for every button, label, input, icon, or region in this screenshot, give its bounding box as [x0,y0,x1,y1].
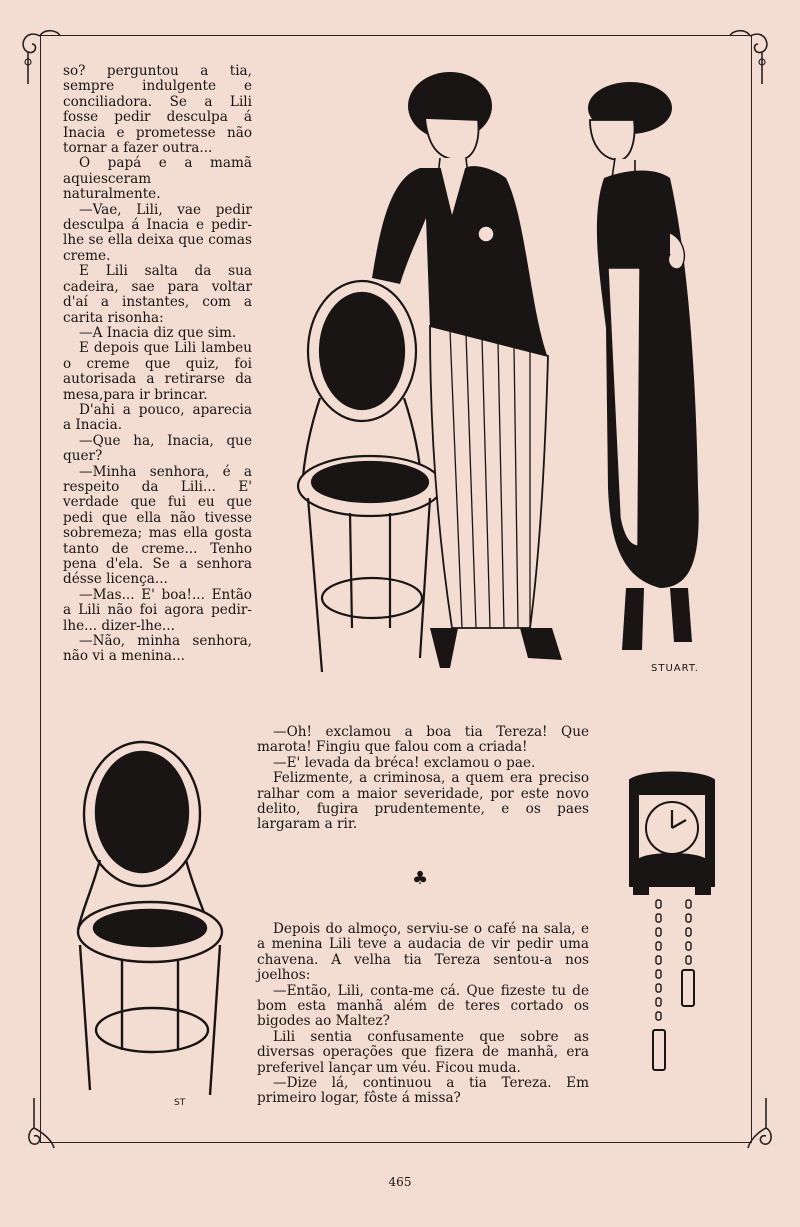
page-number: 465 [388,1175,412,1189]
corner-ornament-bottom-right [740,1098,780,1158]
paragraph: —Mas... E' boa!... Então a Lili não foi agora pedir-lhe... dizer-lhe... [63,586,252,634]
paragraph: so? perguntou a tia, sempre indulgente e conciliadora. Se a Lili fosse pedir desculpa á Inacia e prometesse não tornar a fazer outra... [63,63,252,157]
paragraph: —Vae, Lili, vae pedir desculpa á Inacia e pedir-lhe se ella deixa que comas creme. [63,201,252,264]
paragraph: —Oh! exclamou a boa tia Tereza! Que marota! Fingiu que falou com a criada! [257,724,589,756]
illustration-women-and-chair [290,68,720,683]
paragraph: —Minha senhora, é a respeito da Lili... E' verdade que fui eu que pedi que ella não tivesse sobremeza; mas ella gosta tanto de creme... Tenho pena d'ela. Se a senhora désse licença... [63,463,252,588]
paragraph: —A Inacia diz que sim. [79,324,237,341]
paragraph: Felizmente, a criminosa, a quem era preciso ralhar com a maior severidade, por este novo delito, fugira prudentemente, e os paes largaram a rir. [257,770,589,833]
corner-ornament-bottom-left [22,1098,62,1158]
artist-signature-stuart: STUART. [651,663,699,674]
paragraph: —Não, minha senhora, não vi a menina... [63,633,252,665]
paragraph: D'ahi a pouco, aparecia a Inacia. [63,401,252,434]
paragraph: E Lili salta da sua cadeira, sae para voltar d'aí a instantes, com a carita risonha: [63,263,252,326]
wall-clock-illustration [624,768,720,1078]
artist-signature-small: ST [174,1098,186,1108]
paragraph: —Dize lá, continuou a tia Tereza. Em primeiro logar, fôste á missa? [257,1075,589,1107]
paragraph: Depois do almoço, serviu-se o café na sala, e a menina Lili teve a audacia de vir pedir uma chavena. A velha tia Tereza sentou-a nos joelhos: [257,921,589,984]
club-separator-icon: ♣ [412,868,429,889]
paragraph: —E' levada da bréca! exclamou o pae. [273,754,536,771]
corner-ornament-top-right [726,18,776,88]
paragraph: —Então, Lili, conta-me cá. Que fizeste tu de bom esta manhã além de teres cortado os bigodes ao Maltez? [257,982,589,1030]
chair-illustration-top [298,281,442,672]
paragraph: Lili sentia confusamente que sobre as diversas operações que fizera de manhã, era preferivel lançar um véu. Ficou muda. [257,1028,589,1076]
text-column-left [63,64,252,665]
paragraph: E depois que Lili lambeu o creme que quiz, foi autorisada a retirarse da mesa,para ir brincar. [63,340,252,403]
woman-right-maid-illustration [588,82,699,650]
chair-illustration-bottom [70,740,230,1100]
corner-ornament-top-left [14,18,64,88]
paragraph: —Que ha, Inacia, que quer? [63,432,252,465]
text-column-bottom [257,922,589,1107]
text-column-middle [257,725,589,833]
paragraph: O papá e a mamã aquiesceram naturalmente. [63,155,252,203]
